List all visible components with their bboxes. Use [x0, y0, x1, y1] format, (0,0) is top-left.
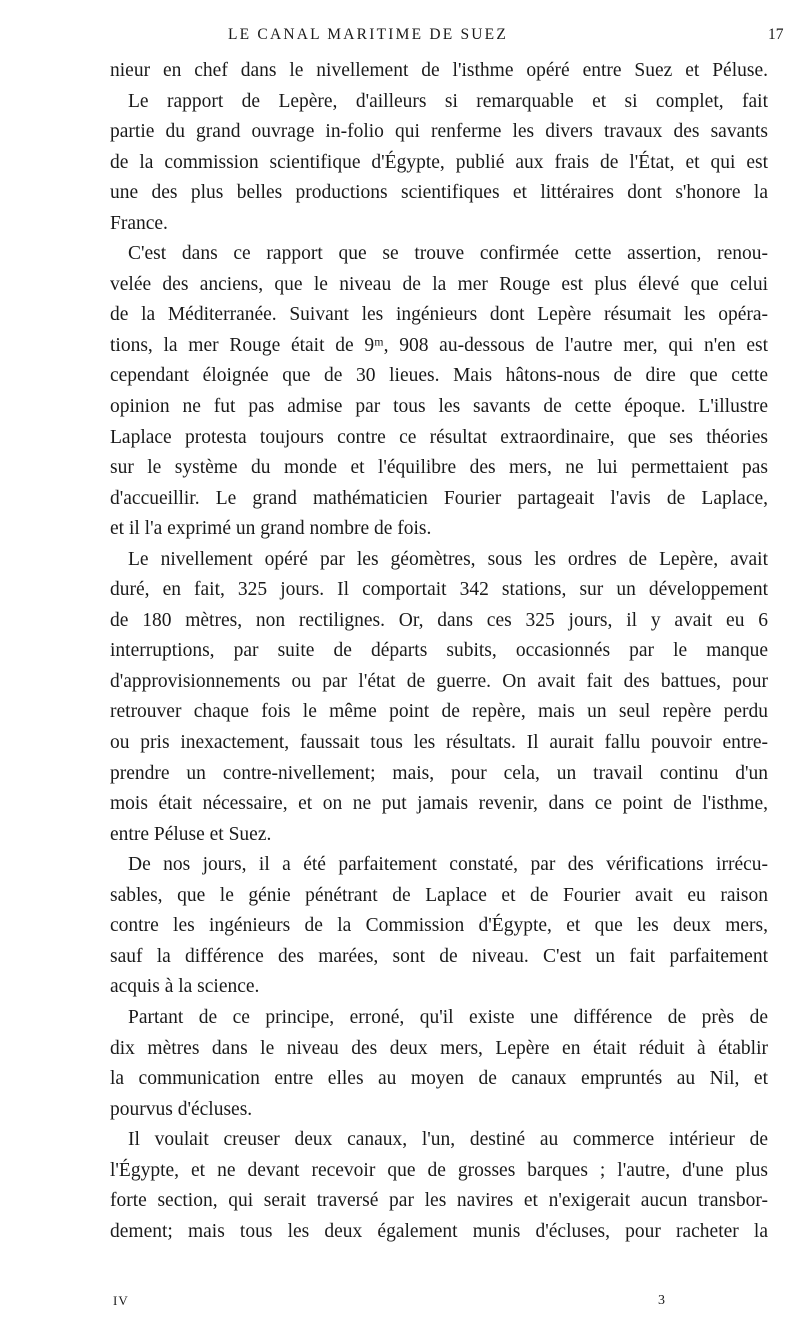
text-line: C'est dans ce rapport que se trouve confirmée cette assertion, renou-	[128, 243, 768, 265]
body-text	[110, 56, 768, 1247]
text-line: d'approvisionnements ou par l'état de guerre. On avait fait des battues, pour	[110, 670, 768, 692]
text-line: l'Égypte, et ne devant recevoir que de grosses barques ; l'autre, d'une plus	[110, 1159, 768, 1181]
text-line: Le nivellement opéré par les géomètres, sous les ordres de Lepère, avait	[128, 548, 768, 570]
text-line: la communication entre elles au moyen de canaux empruntés au Nil, et	[110, 1068, 768, 1090]
text-line: sauf la différence des marées, sont de niveau. C'est un fait parfaitement	[110, 945, 768, 967]
text-line: De nos jours, il a été parfaitement constaté, par des vérifications irrécu-	[128, 854, 768, 876]
text-line: de 180 mètres, non rectilignes. Or, dans ces 325 jours, il y avait eu 6	[110, 609, 768, 631]
text-line: nieur en chef dans le nivellement de l'isthme opéré entre Suez et Péluse.	[110, 60, 768, 81]
text-line: acquis à la science.	[110, 976, 260, 998]
text-line: ou pris inexactement, faussait tous les résultats. Il aurait fallu pouvoir entre-	[110, 732, 768, 754]
text-line: une des plus belles productions scientifiques et littéraires dont s'honore la	[110, 182, 768, 204]
text-line: tions, la mer Rouge était de 9ᵐ, 908 au-dessous de l'autre mer, qui n'en est	[110, 334, 768, 356]
running-header	[0, 26, 801, 50]
text-line: interruptions, par suite de départs subits, occasionnés par le manque	[110, 640, 768, 662]
text-line: cependant éloignée que de 30 lieues. Mais hâtons-nous de dire que cette	[110, 365, 768, 387]
page-footer	[0, 1293, 801, 1313]
text-line: Il voulait creuser deux canaux, l'un, destiné au commerce intérieur de	[128, 1129, 768, 1151]
text-line: mois était nécessaire, et on ne put jamais revenir, dans ce point de l'isthme,	[110, 793, 768, 815]
text-line: opinion ne fut pas admise par tous les savants de cette époque. L'illustre	[110, 396, 768, 418]
text-line: sables, que le génie pénétrant de Laplace et de Fourier avait eu raison	[110, 884, 768, 906]
signature-mark: IV	[113, 1293, 129, 1308]
text-line: de la Méditerranée. Suivant les ingénieurs dont Lepère résumait les opéra-	[110, 304, 768, 326]
text-line: sur le système du monde et l'équilibre des mers, ne lui permettaient pas	[110, 457, 768, 479]
text-line: contre les ingénieurs de la Commission d'Égypte, et que les deux mers,	[110, 915, 768, 937]
sheet-number: 3	[658, 1293, 665, 1308]
running-title: LE CANAL MARITIME DE SUEZ	[228, 26, 509, 43]
text-line: retrouver chaque fois le même point de repère, mais un seul repère perdu	[110, 701, 768, 723]
text-line: Le rapport de Lepère, d'ailleurs si remarquable et si complet, fait	[128, 90, 768, 112]
text-line: Laplace protesta toujours contre ce résultat extraordinaire, que ses théories	[110, 426, 768, 448]
text-line: pourvus d'écluses.	[110, 1098, 253, 1120]
text-line: dix mètres dans le niveau des deux mers, Lepère en était réduit à établir	[110, 1037, 768, 1059]
text-line: entre Péluse et Suez.	[110, 823, 272, 845]
text-line: d'accueillir. Le grand mathématicien Fourier partageait l'avis de Laplace,	[110, 487, 768, 509]
text-line: duré, en fait, 325 jours. Il comportait 342 stations, sur un développement	[110, 579, 768, 601]
text-line: partie du grand ouvrage in-folio qui renferme les divers travaux des savants	[110, 121, 768, 143]
text-line: dement; mais tous les deux également munis d'écluses, pour racheter la	[110, 1220, 768, 1242]
text-line: prendre un contre-nivellement; mais, pour cela, un travail continu d'un	[110, 762, 768, 784]
text-line: velée des anciens, que le niveau de la mer Rouge est plus élevé que celui	[110, 273, 768, 295]
text-line: Partant de ce principe, erroné, qu'il existe une différence de près de	[128, 1006, 768, 1028]
text-line: France.	[110, 212, 168, 234]
text-line: et il l'a exprimé un grand nombre de fois.	[110, 518, 432, 540]
page-number: 17	[768, 26, 784, 43]
text-line: de la commission scientifique d'Égypte, publié aux frais de l'État, et qui est	[110, 151, 768, 173]
text-line: forte section, qui serait traversé par les navires et n'exigerait aucun transbor-	[110, 1190, 768, 1212]
